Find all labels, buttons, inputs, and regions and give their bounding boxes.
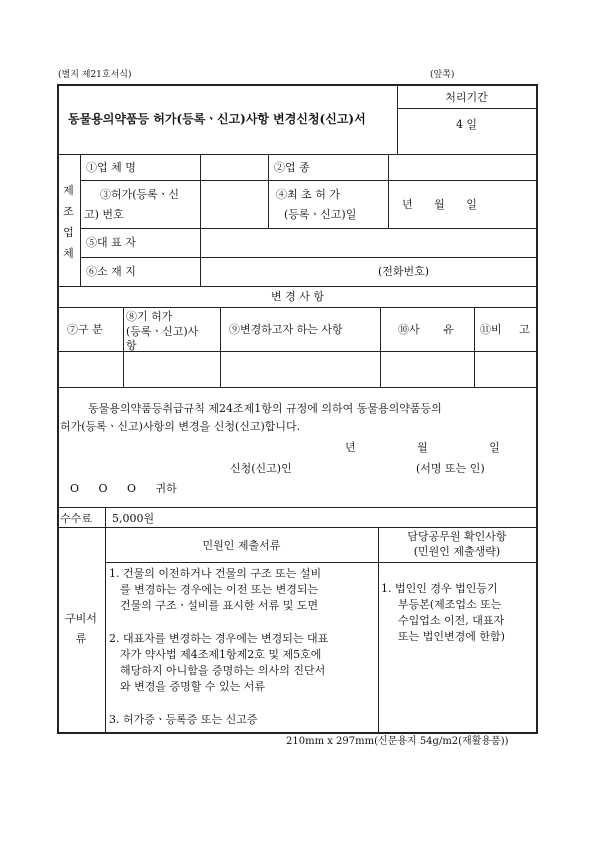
company-name-field[interactable] xyxy=(201,155,267,179)
existing-license-column-header-line2: (등록ㆍ신고)사 xyxy=(126,325,199,338)
reason-cell[interactable] xyxy=(381,352,473,386)
initial-license-date-label-line2: (등록ㆍ신고)일 xyxy=(284,208,357,221)
remarks-cell[interactable] xyxy=(475,352,535,386)
official-check-item-1-line2: 부등본(제조업소 또는 xyxy=(398,598,502,611)
required-document-2-line4: 와 변경을 증명할 수 있는 서류 xyxy=(120,680,265,693)
manufacturer-section-label-4: 체 xyxy=(63,247,74,260)
address-label: ⑥소 재 지 xyxy=(86,265,136,278)
category-cell[interactable] xyxy=(58,352,122,386)
initial-license-date-label-line1: ④최 초 허 가 xyxy=(276,188,340,201)
fee-value: 5,000원 xyxy=(112,512,155,525)
manufacturer-section-label-3: 업 xyxy=(63,226,74,239)
required-document-1-line3: 건물의 구조ㆍ설비를 표시한 서류 및 도면 xyxy=(120,599,319,612)
representative-label: ⑤대 표 자 xyxy=(86,236,136,249)
declaration-date[interactable]: 년 월 일 xyxy=(345,441,500,454)
official-check-header-line2: (민원인 제출생략) xyxy=(413,545,501,558)
existing-license-column-header-line3: 항 xyxy=(126,339,137,352)
license-number-label-line1: ③허가(등록ㆍ신 xyxy=(100,188,180,201)
declaration-line-2: 허가(등록ㆍ신고)사항의 변경을 신청(신고)합니다. xyxy=(60,420,301,433)
required-document-3: 3. 허가증ㆍ등록증 또는 신고증 xyxy=(109,713,258,726)
representative-field[interactable] xyxy=(201,229,535,256)
changes-section-title: 변 경 사 항 xyxy=(271,290,324,303)
fee-label: 수수료 xyxy=(60,512,92,525)
applicant-label: 신청(신고)인 xyxy=(230,462,292,475)
company-name-label: ①업 체 명 xyxy=(86,161,136,174)
reason-column-header: ⑩사 유 xyxy=(398,323,454,336)
paper-spec-footer: 210mm x 297mm(신문용지 54g/m2(재활용품)) xyxy=(286,736,509,747)
official-check-item-1-line1: 1. 법인인 경우 법인등기 xyxy=(381,582,498,595)
manufacturer-section-label-2: 조 xyxy=(63,205,74,218)
license-number-field[interactable] xyxy=(201,181,267,227)
page-side-label: (앞쪽) xyxy=(430,70,455,80)
declaration-line-1: 동물용의약품등취급규칙 제24조제1항의 규정에 의하여 동물용의약품등의 xyxy=(88,402,442,415)
documents-section-label-2: 류 xyxy=(75,632,87,645)
requested-change-column-header: ⑨변경하고자 하는 사항 xyxy=(229,323,343,336)
address-field[interactable] xyxy=(201,258,535,285)
processing-period-value: 4 일 xyxy=(455,118,478,131)
requested-change-cell[interactable] xyxy=(221,352,379,386)
business-type-field[interactable] xyxy=(389,155,535,179)
form-number: (별지 제21호서식) xyxy=(58,70,132,80)
required-document-2-line1: 2. 대표자를 변경하는 경우에는 변경되는 대표 xyxy=(109,632,329,645)
phone-number-label: (전화번호) xyxy=(378,265,430,278)
signature-label[interactable]: (서명 또는 인) xyxy=(416,462,485,475)
required-document-2-line3: 해당하지 아니함을 증명하는 의사의 진단서 xyxy=(120,664,326,677)
applicant-documents-header: 민원인 제출서류 xyxy=(202,539,281,552)
initial-license-date-field[interactable]: 년 월 일 xyxy=(402,198,477,211)
required-document-2-line2: 자가 약사법 제4조제1항제2호 및 제5호에 xyxy=(120,648,322,661)
remarks-column-header: ⑪비 고 xyxy=(480,323,530,336)
required-document-1-line1: 1. 건물의 이전하거나 건물의 구조 또는 설비 xyxy=(109,567,322,580)
required-document-1-line2: 를 변경하는 경우에는 이전 또는 변경되는 xyxy=(120,583,319,596)
official-check-item-1-line4: 또는 법인변경에 한함) xyxy=(398,630,505,643)
business-type-label: ②업 종 xyxy=(274,161,310,174)
official-check-item-1-line3: 수입업소 이전, 대표자 xyxy=(398,614,505,627)
official-check-header-line1: 담당공무원 확인사항 xyxy=(407,530,507,543)
category-column-header: ⑦구 분 xyxy=(67,323,103,336)
existing-license-column-header-line1: ⑧기 허가 xyxy=(126,310,173,323)
license-number-label-line2: 고) 번호 xyxy=(84,208,124,221)
manufacturer-section-label-1: 제 xyxy=(63,184,74,197)
processing-period-label: 처리기간 xyxy=(445,91,488,104)
form-title: 동물용의약품등 허가(등록ㆍ신고)사항 변경신청(신고)서 xyxy=(68,112,366,126)
documents-section-label-1: 구비서 xyxy=(65,612,97,625)
recipient-label: O O O 귀하 xyxy=(70,482,177,495)
existing-license-cell[interactable] xyxy=(124,352,219,386)
